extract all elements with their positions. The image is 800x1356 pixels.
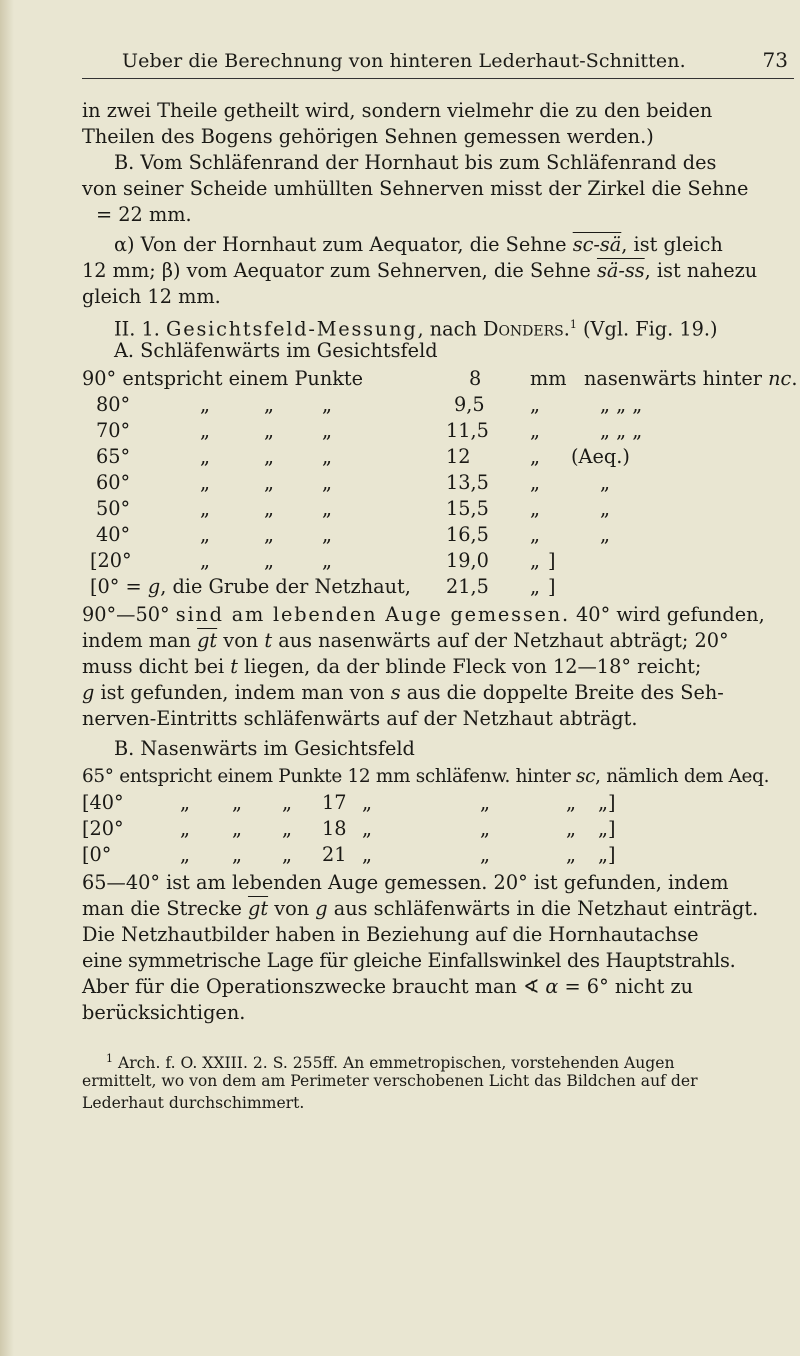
ditto-mark: „ (282, 791, 292, 814)
cell-value: 21,5 (446, 575, 489, 598)
running-header (82, 50, 794, 80)
ditto-mark: „ (480, 843, 490, 866)
text-span: aus schläfenwärts in die Netzhaut einträgt. (327, 897, 759, 920)
cell-text: entspricht einem Punkte (122, 367, 364, 390)
footnote-marker: 1 (569, 318, 577, 331)
text-line (82, 974, 794, 1000)
cell-degree: 65° (96, 445, 131, 468)
cell-value: 16,5 (446, 523, 489, 546)
footnote-line: ermittelt, wo von dem am Perimeter verschobenen Licht das Bildchen auf der (82, 1072, 698, 1090)
text-span: muss dicht bei (82, 655, 231, 678)
text-span: aus nasenwärts auf der Netzhaut abträgt; 20° (272, 629, 729, 652)
ditto-mark: „ (362, 817, 372, 840)
cell-value: 19,0 (446, 549, 489, 572)
cell-unit: „ (530, 549, 540, 572)
text-span: „ „ „ (600, 393, 643, 416)
cell-value: 11,5 (446, 419, 489, 442)
chord-label: sc-sä (572, 233, 622, 256)
ditto-mark: „ (480, 791, 490, 814)
text-span: (Vgl. Fig. 19.) (576, 317, 718, 341)
cell-value: 12 (446, 445, 471, 468)
ditto-mark: „] (598, 791, 616, 814)
label-g: g (315, 897, 328, 920)
cell-rest: „ (600, 497, 610, 520)
cell-unit: „ (530, 445, 540, 468)
text-span: aus die doppelte Breite des Seh- (400, 681, 724, 704)
page-number: 73 (762, 48, 788, 72)
cell-rest: (Aeq.) (571, 445, 630, 468)
text-line (82, 628, 794, 654)
cell-rest (584, 366, 798, 392)
cell-value: 8 (469, 367, 482, 390)
text-line: berücksichtigen. (82, 1001, 246, 1024)
text-line: 65—40° ist am lebenden Auge gemessen. 20° ist gefunden, indem (82, 871, 729, 894)
text-span: man die Strecke (82, 897, 248, 920)
cell-degree: 50° (96, 497, 131, 520)
text-span: nasenwärts hinter (584, 367, 769, 390)
text-span: , die Grube der Netzhaut, (160, 575, 411, 598)
ditto-mark: „ (232, 791, 242, 814)
ditto-mark: „ (566, 843, 576, 866)
text-span: liegen, da der blinde Fleck von 12—18° reicht; (238, 655, 702, 678)
text-span: von (268, 897, 316, 920)
text-line: Theilen des Bogens gehörigen Sehnen gemessen werden.) (82, 125, 654, 148)
label-g: g (147, 575, 161, 598)
text-span: von (217, 629, 265, 652)
cell-degree: 70° (96, 419, 131, 442)
text-span: , ist gleich (621, 233, 723, 256)
ditto-mark: „ (200, 523, 210, 546)
cell-rest: ] (548, 575, 556, 598)
cell-unit: „ (530, 497, 540, 520)
cell-unit: „ (530, 523, 540, 546)
text-line: eine symmetrische Lage für gleiche Einfallswinkel des Hauptstrahls. (82, 949, 736, 972)
ditto-mark: „] (598, 843, 616, 866)
label-nc: nc (768, 367, 792, 390)
cell-degree: 40° (96, 523, 131, 546)
ditto-mark: „ (282, 817, 292, 840)
ditto-mark: „ (282, 843, 292, 866)
running-title: Ueber die Berechnung von hinteren Lederhaut-Schnitten. (122, 50, 686, 72)
footnote-marker: 1 (106, 1052, 113, 1065)
ditto-mark: „ (264, 445, 274, 468)
text-line: in zwei Theile getheilt wird, sondern vielmehr die zu den beiden (82, 99, 713, 122)
ditto-mark: „ (264, 393, 274, 416)
text-span: α) Von der Hornhaut zum Aequator, die Sehne (114, 233, 573, 256)
cell-rest: „ (600, 471, 610, 494)
text-span: = 6° nicht zu (558, 975, 694, 998)
ditto-mark: „ (232, 843, 242, 866)
cell-unit: „ (530, 471, 540, 494)
text-span: . (791, 367, 798, 390)
text-line: von seiner Scheide umhüllten Sehnerven misst der Zirkel die Sehne (82, 177, 749, 200)
text-line (82, 232, 800, 258)
label-sc: sc (576, 766, 596, 787)
ditto-mark: „ (322, 445, 332, 468)
text-line: nerven-Eintritts schläfenwärts auf der Netzhaut abträgt. (82, 707, 638, 730)
text-span: 90°—50° (82, 603, 176, 626)
ditto-mark: „] (598, 817, 616, 840)
text-line: Die Netzhautbilder haben in Beziehung auf die Hornhautachse (82, 923, 699, 946)
label-alpha: α (545, 975, 559, 998)
cell-unit: „ (530, 575, 540, 598)
text-span: „ „ „ (600, 419, 643, 442)
ditto-mark: „ (264, 419, 274, 442)
cell-degree: 60° (96, 471, 131, 494)
cell-value: 9,5 (454, 393, 485, 416)
ditto-mark: „ (322, 549, 332, 572)
text-line: B. Vom Schläfenrand der Hornhaut bis zum Schläfenrand des (114, 151, 717, 174)
cell-rest: „ (600, 523, 610, 546)
text-span: indem man (82, 629, 198, 652)
ditto-mark: „ (200, 445, 210, 468)
cell-degree: 80° (96, 393, 131, 416)
ditto-mark: „ (566, 791, 576, 814)
text-span: 40° wird gefunden, (569, 603, 765, 626)
spaced-text: sind am lebenden Auge gemessen. (175, 603, 570, 626)
label-gt: $\overline{gt}$ (247, 897, 269, 920)
author-name: Donders. (483, 317, 570, 341)
label-gt: $\overline{gt}$ (197, 629, 218, 652)
ditto-mark: „ (322, 393, 332, 416)
spaced-heading: Gesichtsfeld-Messung (166, 317, 418, 341)
text-span: [0° = (90, 575, 148, 598)
text-line (82, 764, 794, 790)
text-span: 65° entspricht einem Punkte 12 mm schläfenw. hinter (82, 766, 576, 787)
cell-unit: „ (530, 419, 540, 442)
label-g: g (82, 681, 95, 704)
text-span: Aber für die Operationszwecke braucht man ∢ (82, 975, 546, 998)
cell-unit: „ (530, 393, 540, 416)
ditto-mark: „ (200, 419, 210, 442)
ditto-mark: „ (180, 817, 190, 840)
cell-degree: [20° (90, 549, 132, 572)
ditto-mark: „ (180, 791, 190, 814)
page-edge-shadow (0, 0, 14, 1356)
cell-degree: [0° (82, 843, 112, 866)
ditto-mark: „ (264, 471, 274, 494)
table-header-row (82, 366, 363, 392)
ditto-mark: „ (200, 393, 210, 416)
cell-value: 21 (322, 843, 347, 866)
section-heading: A. Schläfenwärts im Gesichtsfeld (114, 339, 438, 362)
text-line (82, 258, 794, 284)
cell-rest (600, 392, 642, 418)
cell-rest: ] (548, 549, 556, 572)
ditto-mark: „ (322, 419, 332, 442)
ditto-mark: „ (232, 817, 242, 840)
cell-rest (600, 418, 642, 444)
text-span: Arch. f. O. XXIII. 2. S. 255ff. An emmetropischen, vorstehenden Augen (113, 1054, 675, 1073)
section-heading: B. Nasenwärts im Gesichtsfeld (114, 737, 415, 760)
table-last-row (90, 574, 411, 600)
text-span: , ist nahezu (644, 259, 758, 282)
ditto-mark: „ (180, 843, 190, 866)
cell-value: 15,5 (446, 497, 489, 520)
cell-value: 18 (322, 817, 347, 840)
ditto-mark: „ (322, 523, 332, 546)
ditto-mark: „ (566, 817, 576, 840)
ditto-mark: „ (480, 817, 490, 840)
chord-label: sä-ss (596, 259, 645, 282)
footnote-line: Lederhaut durchschimmert. (82, 1094, 305, 1112)
ditto-mark: „ (264, 523, 274, 546)
ditto-mark: „ (264, 497, 274, 520)
ditto-mark: „ (362, 791, 372, 814)
header-rule (82, 78, 794, 79)
text-span: 12 mm; β) vom Aequator zum Sehnerven, die Sehne (82, 259, 597, 282)
ditto-mark: „ (200, 549, 210, 572)
text-span: ist gefunden, indem man von (94, 681, 391, 704)
ditto-mark: „ (200, 471, 210, 494)
text-line (82, 654, 794, 680)
ditto-mark: „ (362, 843, 372, 866)
ditto-mark: „ (264, 549, 274, 572)
label-s: s (390, 681, 401, 704)
text-line (82, 602, 794, 628)
text-span: II. 1. (114, 317, 167, 341)
cell-degree: 90° (82, 367, 117, 390)
text-span: , nämlich dem Aeq. (595, 766, 770, 787)
label-t: t (230, 655, 239, 678)
text-line: = 22 mm. (96, 203, 192, 226)
label-t: t (264, 629, 273, 652)
text-line (82, 680, 794, 706)
cell-value: 13,5 (446, 471, 489, 494)
cell-unit: mm (530, 367, 567, 390)
cell-degree: [40° (82, 791, 124, 814)
text-line (82, 896, 794, 922)
ditto-mark: „ (322, 471, 332, 494)
ditto-mark: „ (322, 497, 332, 520)
cell-value: 17 (322, 791, 347, 814)
text-span: , nach (417, 317, 483, 341)
cell-degree: [20° (82, 817, 124, 840)
ditto-mark: „ (200, 497, 210, 520)
text-line: gleich 12 mm. (82, 285, 221, 308)
